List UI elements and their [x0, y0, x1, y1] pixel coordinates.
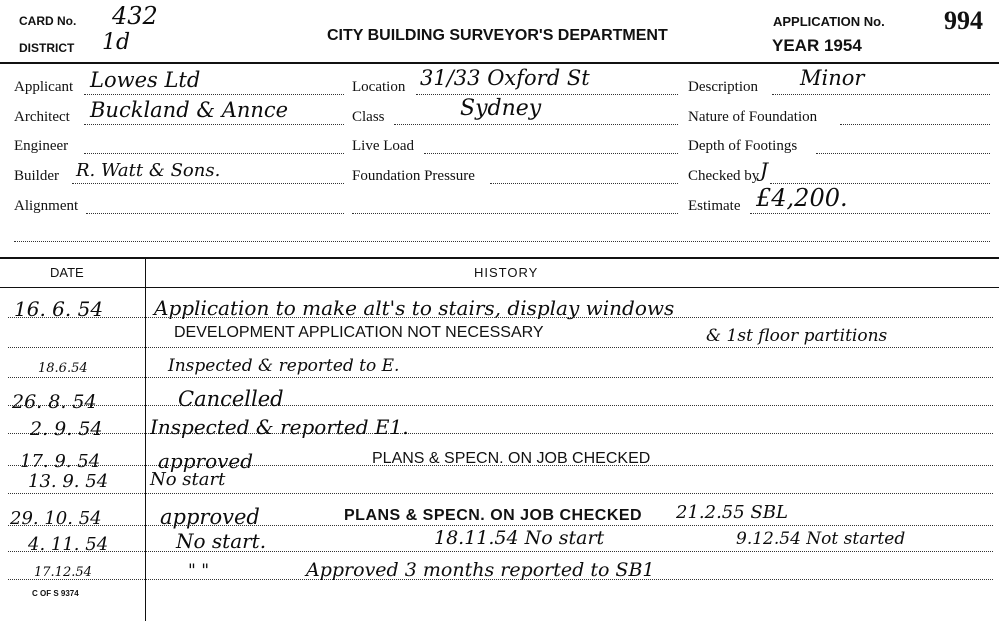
location-value: 31/33 Oxford St — [420, 66, 590, 90]
development-application-stamp: DEVELOPMENT APPLICATION NOT NECESSARY — [174, 324, 544, 341]
table-row-line — [8, 551, 993, 552]
district-label: DISTRICT — [19, 41, 75, 55]
class-label: Class — [352, 109, 385, 125]
table-row-history: Application to make alt's to stairs, display windows — [154, 296, 675, 320]
plans-checked-stamp: PLANS & SPECN. ON JOB CHECKED — [372, 450, 651, 467]
table-row-line — [8, 525, 993, 526]
table-row-date: 29. 10. 54 — [10, 508, 102, 529]
architect-value: Buckland & Annce — [90, 98, 289, 122]
table-row-history: Inspected & reported to E. — [168, 356, 400, 376]
table-row-history: " " — [188, 561, 210, 581]
applicant-value: Lowes Ltd — [90, 68, 201, 92]
card-no-label: CARD No. — [19, 14, 77, 28]
year-label: YEAR 1954 — [772, 36, 862, 55]
card-no-value: 432 — [112, 2, 158, 30]
table-row-line — [8, 347, 993, 348]
table-row-history-extra: 18.11.54 No start — [434, 527, 605, 549]
estimate-label: Estimate — [688, 198, 741, 214]
table-row-line — [8, 377, 993, 378]
class-value: Sydney — [460, 96, 542, 121]
architect-label: Architect — [14, 109, 70, 125]
table-row-date: 17. 9. 54 — [20, 451, 101, 472]
table-header-rule — [0, 287, 999, 288]
table-row-date: 18.6.54 — [38, 361, 88, 376]
estimate-value: £4,200. — [756, 184, 848, 212]
table-row-history-extra: 9.12.54 Not started — [736, 529, 906, 549]
depth-label: Depth of Footings — [688, 138, 798, 154]
plans-checked-stamp: PLANS & SPECN. ON JOB CHECKED — [344, 507, 643, 524]
table-row-date: 26. 8. 54 — [12, 391, 97, 413]
table-row-history-extra: & 1st floor partitions — [706, 326, 888, 346]
table-row-history: No start. — [176, 529, 267, 553]
table-row-history: approved — [158, 449, 254, 473]
header-rule — [0, 62, 999, 64]
application-no-value: 994 — [944, 6, 983, 35]
table-row-history-extra: 21.2.55 SBL — [676, 502, 788, 523]
checked-value: J — [760, 158, 769, 182]
date-column-divider — [145, 258, 146, 621]
table-row-history: Cancelled — [178, 387, 284, 411]
location-label: Location — [352, 79, 406, 95]
table-row-date: 17.12.54 — [34, 565, 92, 580]
builder-label: Builder — [14, 168, 59, 184]
date-column-header: DATE — [50, 265, 84, 280]
table-row-date: 16. 6. 54 — [14, 297, 104, 321]
foundation-pressure-label: Foundation Pressure — [352, 168, 475, 184]
applicant-label: Applicant — [14, 79, 74, 95]
description-label: Description — [688, 79, 758, 95]
checked-label: Checked by — [688, 168, 760, 184]
table-top-rule — [0, 257, 999, 259]
nature-label: Nature of Foundation — [688, 109, 818, 125]
live-load-label: Live Load — [352, 138, 415, 154]
builder-value: R. Watt & Sons. — [76, 160, 221, 181]
district-value: 1d — [102, 30, 131, 55]
department-title: CITY BUILDING SURVEYOR'S DEPARTMENT — [327, 27, 668, 44]
table-row-history-extra: Approved 3 months reported to SB1 — [306, 559, 655, 581]
table-row-date: 13. 9. 54 — [28, 471, 109, 492]
description-value: Minor — [800, 66, 865, 90]
alignment-label: Alignment — [14, 198, 79, 214]
history-column-header: HISTORY — [474, 265, 539, 280]
engineer-label: Engineer — [14, 138, 69, 154]
table-row-history: No start — [150, 469, 226, 490]
form-code: C OF S 9374 — [32, 589, 79, 598]
table-row-history: approved — [160, 505, 260, 529]
table-row-date: 4. 11. 54 — [28, 534, 109, 555]
table-row-date: 2. 9. 54 — [30, 418, 103, 440]
table-row-line — [8, 493, 993, 494]
application-no-label: APPLICATION No. — [773, 14, 885, 29]
table-row-line — [8, 405, 993, 406]
table-row-history: Inspected & reported E1. — [150, 415, 409, 439]
